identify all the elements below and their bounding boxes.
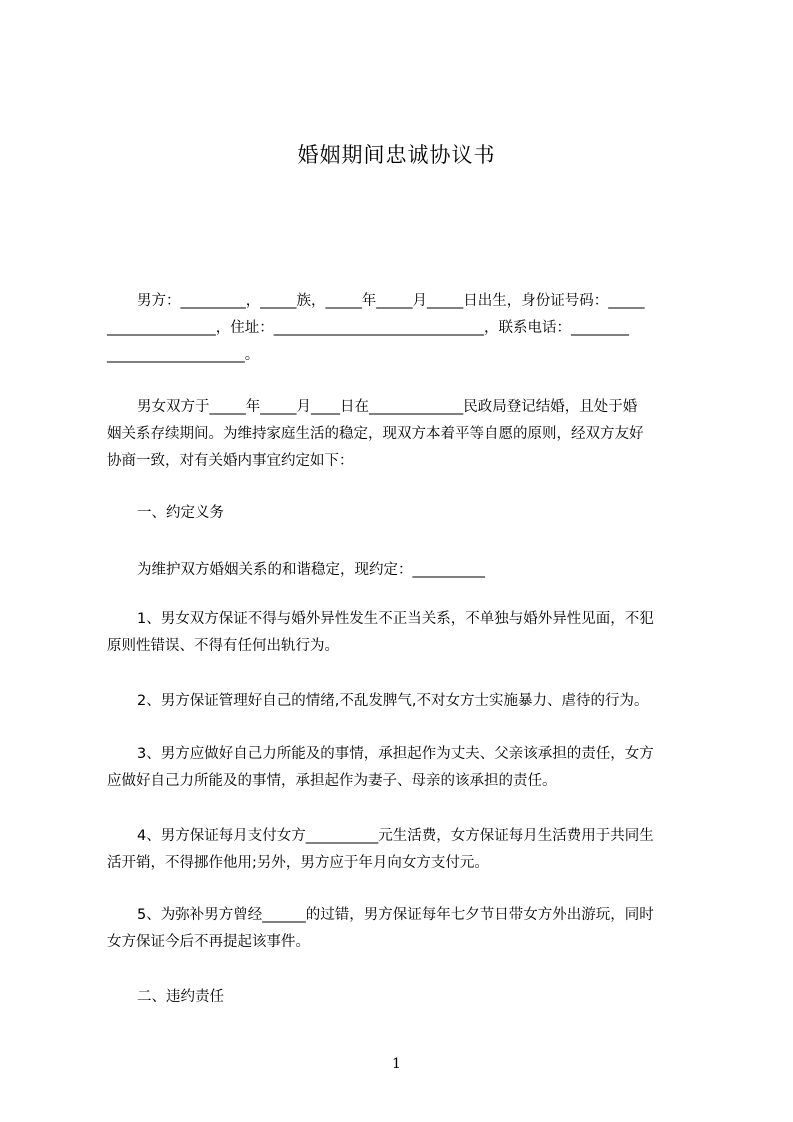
item-line: 5、为弥补男方曾经______的过错，男方保证每年七夕节日带女方外出游玩，同时 [137, 907, 654, 923]
section-heading-obligations: 一、约定义务 [137, 505, 224, 521]
item-line: 女方保证今后不再提起该事件。 [107, 934, 310, 950]
item-line: 2、男方保证管理好自己的情绪,不乱发脾气,不对女方士实施暴力、虐待的行为。 [137, 693, 649, 709]
item-line: 原则性错误、不得有任何出轨行为。 [107, 638, 339, 654]
intro-line: 姻关系存续期间。为维持家庭生活的稳定，现双方本着平等自愿的原则，经双方友好 [107, 426, 644, 442]
item-2-paragraph [107, 688, 707, 715]
item-line: 3、男方应做好自己力所能及的事情，承担起作为丈夫、父亲该承担的责任，女方 [137, 746, 654, 762]
intro-line: 协商一致，对有关婚内事宜约定如下： [107, 453, 354, 469]
item-line: 活开销，不得挪作他用;另外，男方应于年月向女方支付元。 [107, 855, 489, 871]
husband-info-paragraph [107, 288, 707, 369]
document-title: 婚姻期间忠诚协议书 [297, 143, 496, 167]
husband-info-line: ___________________。 [107, 347, 260, 363]
agreement-line: 为维护双方婚姻关系的和谐稳定，现约定：__________ [137, 562, 485, 578]
item-line: 应做好自己力所能及的事情，承担起作为妻子、母亲的该承担的责任。 [107, 773, 557, 789]
item-line: 4、男方保证每月支付女方__________元生活费，女方保证每月生活费用于共同生 [137, 828, 654, 844]
page-number: 1 [392, 1056, 401, 1072]
item-5-paragraph [107, 902, 707, 956]
husband-info-line: 男方：_________，_____族，_____年_____月_____日出生，身份证号码：_____ [137, 293, 645, 309]
item-line: 1、男女双方保证不得与婚外异性发生不正当关系，不单独与婚外异性见面，不犯 [137, 611, 654, 627]
intro-paragraph [107, 394, 707, 475]
item-3-paragraph [107, 741, 707, 795]
husband-info-line: _______________，住址：_____________________________，联系电话：________ [107, 320, 629, 336]
item-4-paragraph [107, 823, 707, 877]
item-1-paragraph [107, 606, 707, 660]
intro-line: 男女双方于_____年_____月____日在_____________民政局登记结婚，且处于婚 [137, 399, 638, 415]
section-heading-liability: 二、违约责任 [137, 989, 224, 1005]
